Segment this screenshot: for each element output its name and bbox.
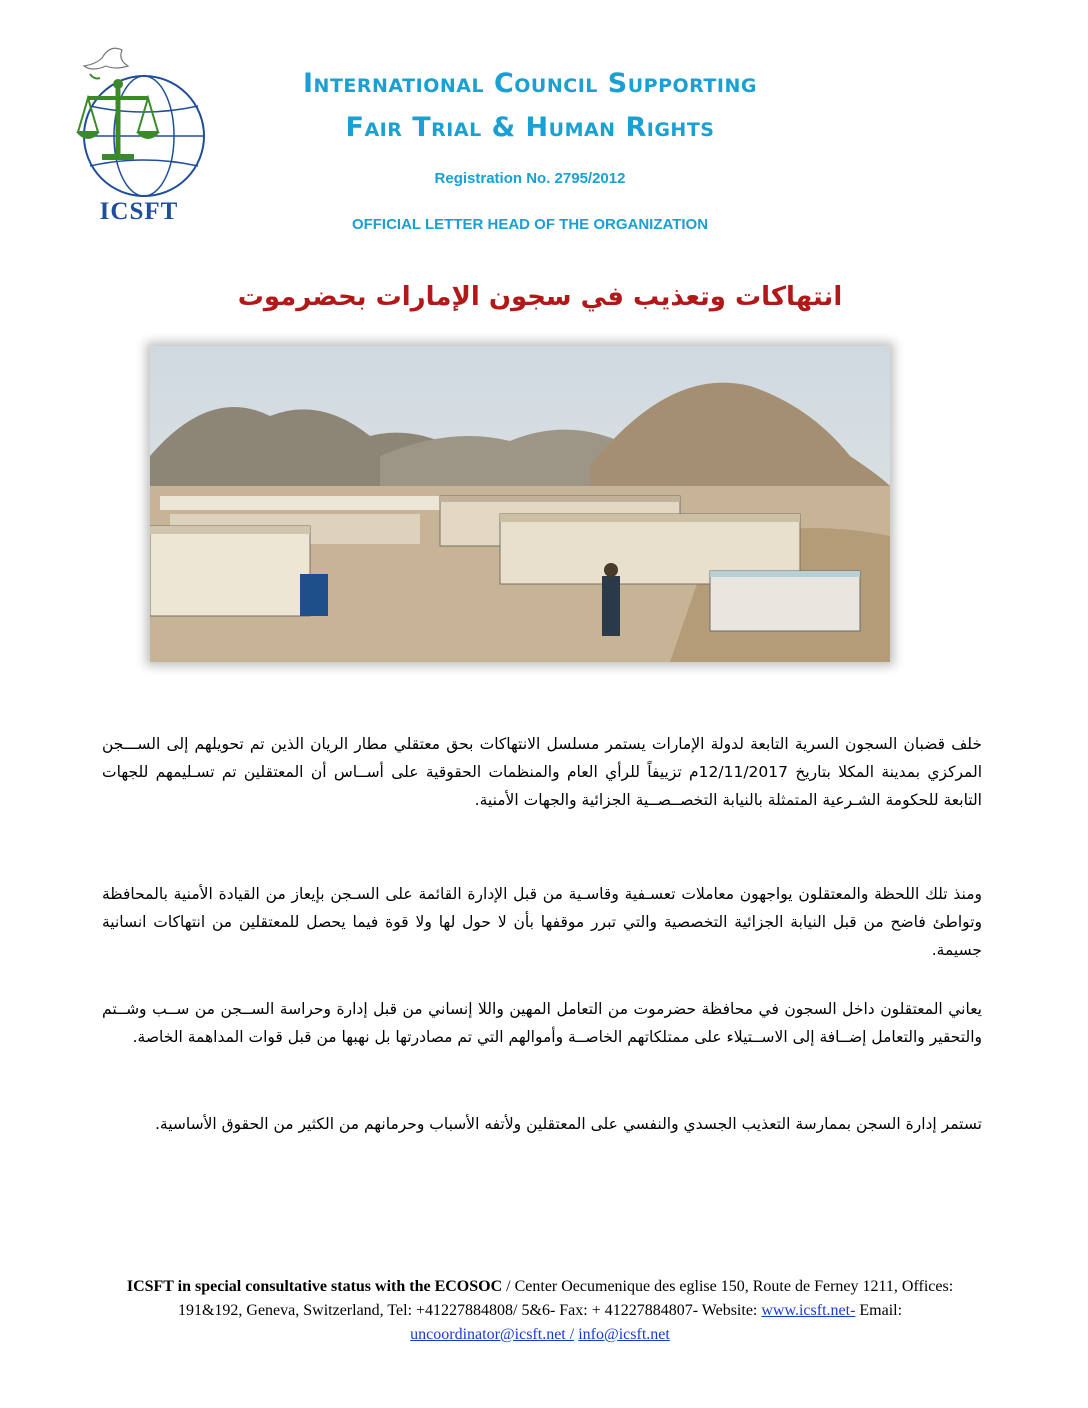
registration-number: Registration No. 2795/2012 xyxy=(434,170,626,187)
prison-compound-photo xyxy=(150,346,890,662)
article-title: انتهاكات وتعذيب في سجون الإمارات بحضرموت xyxy=(237,282,843,312)
organization-name-line2: Fair Trial & Human Rights xyxy=(345,112,715,143)
email-link-coordinator[interactable]: uncoordinator@icsft.net / xyxy=(410,1326,575,1343)
footer-email-label: Email: xyxy=(855,1302,903,1319)
paragraph-3: يعاني المعتقلون داخل السجون في محافظة حضرموت من التعامل المهين واللا إنساني من قبل إدارة وحراسة الســجن من ســب وشــتم والتحقير والتعامل إضــافة إلى الاســتيلاء على ممتلكاتهم الخاصــة وأموالهم التي تم مصادرتها بل نهبها من قبل قوات المداهمة الخاصة. xyxy=(102,1000,982,1046)
paragraph-4: تستمر إدارة السجن بممارسة التعذيب الجسدي والنفسي على المعتقلين ولأتفه الأسباب وحرمانهم من الكثير من الحقوق الأساسية. xyxy=(154,1115,982,1133)
letterhead-label: OFFICIAL LETTER HEAD OF THE ORGANIZATION xyxy=(351,216,709,233)
footer-address: / Center Oecumenique des eglise 150, Route de Ferney 1211, Offices: 191&192, Geneva, Switzerland, Tel: +41227884808/ 5&6- Fax: + 41227884807- Website: xyxy=(177,1278,954,1319)
website-link[interactable]: www.icsft.net- xyxy=(761,1302,856,1319)
paragraph-2: ومنذ تلك اللحظة والمعتقلون يواجهون معاملات تعسـفية وقاسـية من قبل الإدارة القائمة على السـجن بإيعاز من القيادة الأمنية بالمحافظة وتواطئ فاضح من قبل النيابة الجزائية التخصصية والتي تبرر موقفها بأن لا حول لها ولا قوة فيما يحصل للمعتقلين من انتهاكات انسانية جسيمة. xyxy=(102,885,982,959)
logo-text: ICSFT xyxy=(99,198,179,225)
email-link-info[interactable]: info@icsft.net xyxy=(578,1326,670,1343)
scales-globe-icon xyxy=(62,36,212,206)
paragraph-1: خلف قضبان السجون السرية التابعة لدولة الإمارات يستمر مسلسل الانتهاكات بحق معتقلي مطار الريان الذين تم تحويلهم إلى الســـجن المركزي بمدينة المكلا بتاريخ 12/11/2017م تزييفاً للرأي العام والمنظمات الحقوقية على أســاس أن المعتقلين تم تسـليمهم للجهات التابعة للحكومة الشـرعية المتمثلة بالنيابة التخصــصــية الجزائية والجهات الأمنية. xyxy=(102,735,982,809)
footer xyxy=(120,1275,960,1347)
footer-status: ICSFT in special consultative status with the ECOSOC xyxy=(126,1278,503,1295)
organization-name-line1: International Council Supporting xyxy=(303,68,757,99)
